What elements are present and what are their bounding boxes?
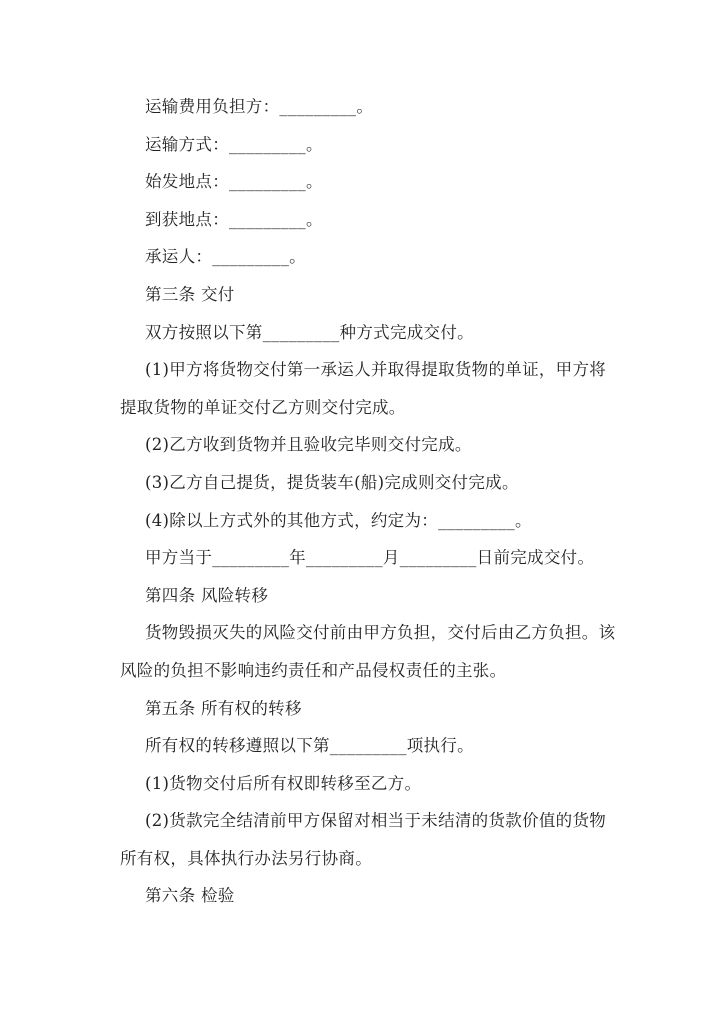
text-line: 承运人：_________。 xyxy=(145,247,306,267)
section-heading: 第三条 交付 xyxy=(145,284,235,304)
text-line: 所有权，具体执行办法另行协商。 xyxy=(120,848,372,868)
text-line: 所有权的转移遵照以下第_________项执行。 xyxy=(145,736,474,756)
text-line: (1)货物交付后所有权即转移至乙方。 xyxy=(145,773,422,793)
text-line: 甲方当于_________年_________月_________日前完成交付。 xyxy=(145,548,595,568)
text-line: (2)货款完全结清前甲方保留对相当于未结清的货款价值的货物 xyxy=(145,811,607,831)
text-line: 风险的负担不影响违约责任和产品侵权责任的主张。 xyxy=(120,660,507,680)
section-heading: 第六条 检验 xyxy=(145,886,235,906)
text-line: (3)乙方自己提货，提货装车(船)完成则交付完成。 xyxy=(145,472,519,492)
text-line: 双方按照以下第_________种方式完成交付。 xyxy=(145,322,474,342)
text-line: (2)乙方收到货物并且验收完毕则交付完成。 xyxy=(145,435,472,455)
section-heading: 第五条 所有权的转移 xyxy=(145,698,302,718)
text-line: 到获地点：_________。 xyxy=(145,209,323,229)
text-line: 提取货物的单证交付乙方则交付完成。 xyxy=(120,397,406,417)
text-line: 货物毁损灭失的风险交付前由甲方负担，交付后由乙方负担。该 xyxy=(145,623,616,643)
text-line: (1)甲方将货物交付第一承运人并取得提取货物的单证，甲方将 xyxy=(145,360,607,380)
text-line: (4)除以上方式外的其他方式，约定为：_________。 xyxy=(145,510,532,530)
text-line: 运输方式：_________。 xyxy=(145,134,323,154)
section-heading: 第四条 风险转移 xyxy=(145,585,269,605)
document-body xyxy=(120,88,616,915)
text-line: 始发地点：_________。 xyxy=(145,172,323,192)
text-line: 运输费用负担方：_________。 xyxy=(145,97,374,116)
